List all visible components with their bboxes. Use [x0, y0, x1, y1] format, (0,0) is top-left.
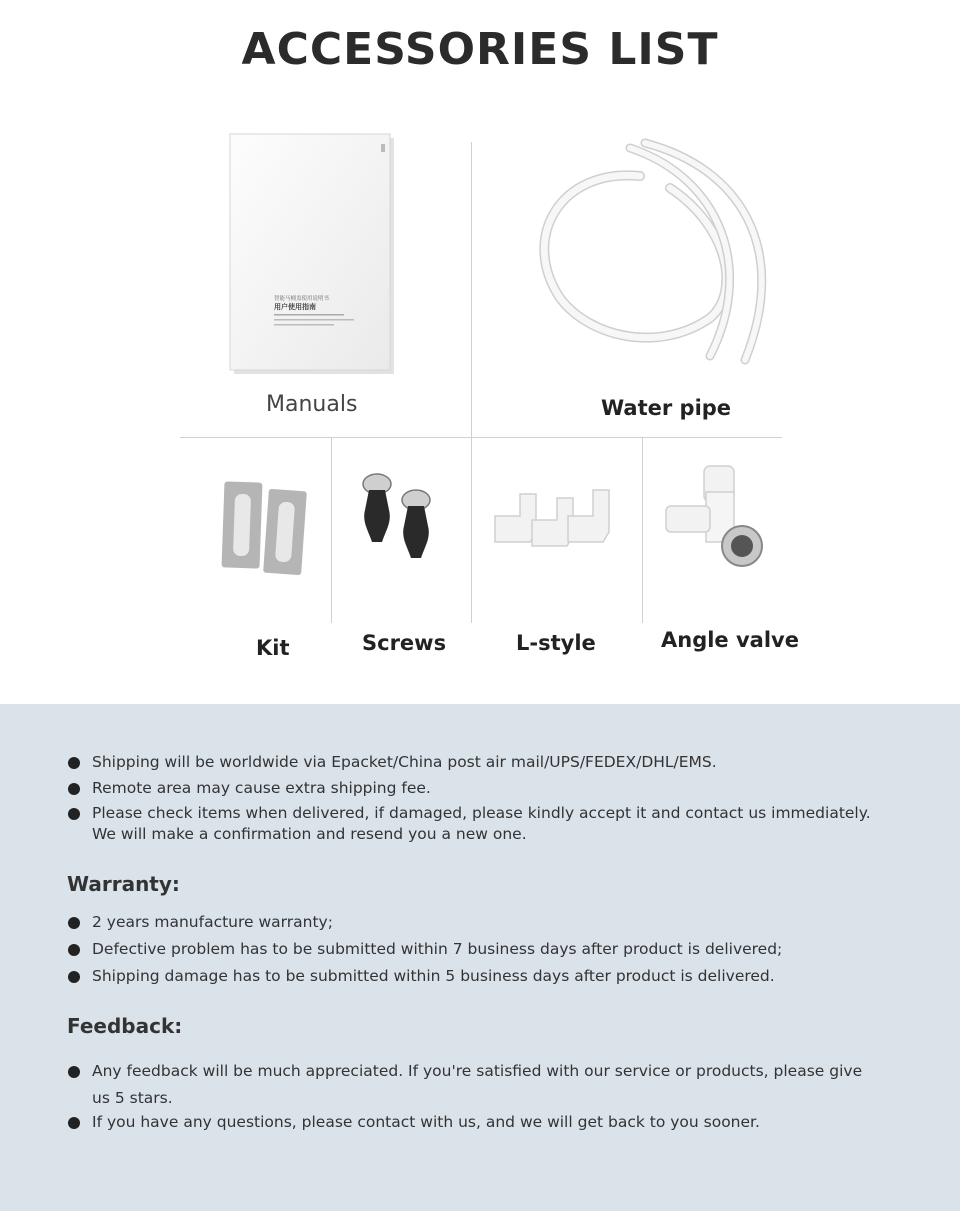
list-item: Any feedback will be much appreciated. If you're satisfied with our service or products, please give us 5 stars. [68, 1058, 862, 1112]
bullet-icon [68, 971, 80, 983]
list-item: Remote area may cause extra shipping fee. [68, 778, 871, 799]
feedback-list [68, 1058, 862, 1139]
angle-valve-image [660, 462, 770, 572]
list-item: Shipping will be worldwide via Epacket/China post air mail/UPS/FEDEX/DHL/EMS. [68, 752, 871, 773]
bullet-icon [68, 1066, 80, 1078]
divider [180, 437, 782, 438]
bullet-icon [68, 944, 80, 956]
list-item: Shipping damage has to be submitted within 5 business days after product is delivered. [68, 966, 782, 987]
bullet-icon [68, 757, 80, 769]
label-angle-valve: Angle valve [661, 628, 799, 652]
manual-cover-title: 用户使用指南 [274, 303, 316, 311]
list-item: Please check items when delivered, if damaged, please kindly accept it and contact us immediately. We will make a confirmation and resend you a new one. [68, 803, 871, 845]
manual-cover-text: 智能马桶盖使用说明书 [274, 296, 330, 302]
info-panel [0, 704, 960, 1211]
list-item: If you have any questions, please contact with us, and we will get back to you sooner. [68, 1112, 862, 1133]
divider [331, 438, 332, 623]
label-l-style: L-style [516, 631, 596, 655]
warranty-heading: Warranty: [67, 872, 180, 896]
divider [471, 142, 472, 438]
feedback-heading: Feedback: [67, 1014, 183, 1038]
manual-image [222, 128, 402, 378]
divider [642, 438, 643, 623]
l-style-image [490, 486, 615, 566]
bullet-icon [68, 917, 80, 929]
warranty-list [68, 912, 782, 993]
shipping-list [68, 752, 871, 851]
screws-image [352, 470, 452, 570]
label-water-pipe: Water pipe [601, 396, 732, 420]
kit-image [218, 478, 313, 576]
divider [471, 438, 472, 623]
water-pipe-image [520, 128, 790, 368]
label-manuals: Manuals [266, 392, 358, 417]
bullet-icon [68, 783, 80, 795]
list-item: Defective problem has to be submitted within 7 business days after product is delivered; [68, 939, 782, 960]
bullet-icon [68, 1117, 80, 1129]
page-title: ACCESSORIES LIST [241, 24, 719, 75]
list-item: 2 years manufacture warranty; [68, 912, 782, 933]
label-screws: Screws [362, 631, 447, 655]
label-kit: Kit [256, 636, 290, 660]
bullet-icon [68, 808, 80, 820]
